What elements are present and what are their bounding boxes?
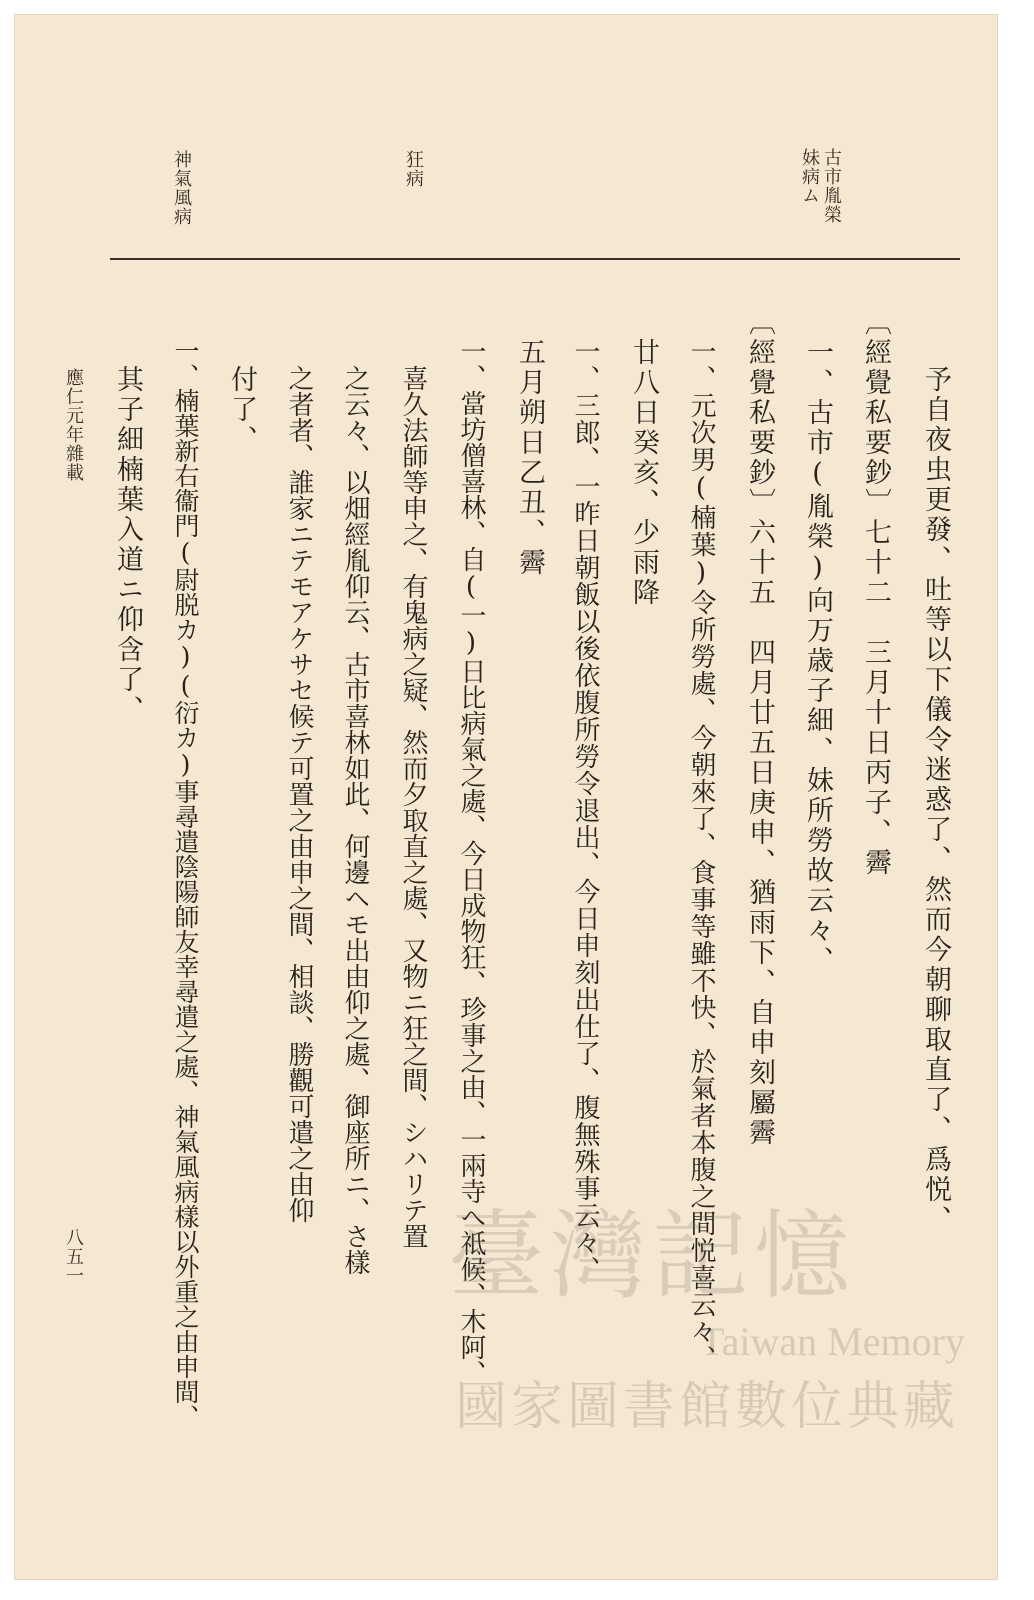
text-column-11: 之云々、以畑經胤仰云、古市喜林如此、何邊ヘモ出由仰之處、御座所ニ、さ樣 (340, 365, 370, 1275)
watermark-subtitle: 國家圖書館數位典藏 (455, 1377, 960, 1437)
text-column-6: 廿八日癸亥、少雨降 (628, 338, 659, 608)
watermark-english: Taiwan Memory (700, 1319, 965, 1364)
watermark-chinese: 臺灣記憶 (448, 1200, 856, 1312)
text-column-8: 五月朔日乙丑、霽 (514, 338, 545, 578)
footer-title: 應仁元年雜載 (63, 368, 84, 482)
text-column-3: 一、古市(胤榮)向万歳子細、妹所勞故云々、 (802, 338, 833, 976)
header-rule (110, 258, 960, 260)
text-column-12: 之者者、誰家ニテモアケサセ候テ可置之由申之間、相談、勝觀可遣之由仰 (284, 365, 314, 1223)
text-column-5: 一、元次男(楠葉)令所勞處、今朝來了、食事等雖不快、於氣者本腹之間悦喜云々、 (686, 338, 716, 1372)
text-column-15: 其子細楠葉入道ニ仰含了、 (112, 365, 143, 725)
header-right-1: 古市胤榮 (821, 148, 842, 224)
header-middle: 狂病 (403, 150, 424, 188)
page-number: 八五一 (63, 1228, 84, 1285)
header-left: 神氣風病 (171, 150, 192, 226)
text-column-9: 一、當坊僧喜林、自(一)日比病氣之處、今日成物狂、珍事之由、一兩寺へ祗候、木阿、 (456, 338, 486, 1386)
text-column-10: 喜久法師等申之、有鬼病之疑、然而夕取直之處、又物ニ狂之間、シハリテ置 (398, 365, 428, 1249)
header-right-2: 妹病ム (799, 148, 820, 205)
text-column-14: 一、楠葉新右衞門(尉脱カ)(衍カ)事尋遣陰陽師友幸尋遣之處、神氣風病樣以外重之由申間、 (171, 338, 200, 1429)
text-column-4: 〔經覺私要鈔〕六十五 四月廿五日庚申、猶雨下、自申刻屬霽 (744, 308, 775, 1148)
text-column-7: 一、三郎、一昨日朝飯以後依腹所勞令退出、今日申刻出仕了、腹無殊事云々、 (570, 338, 600, 1283)
text-column-13: 付了、 (226, 365, 257, 455)
text-column-1: 予自夜虫更發、吐等以下儀令迷惑了、然而今朝聊取直了、爲悦、 (920, 365, 951, 1235)
text-column-2: 〔經覺私要鈔〕七十二 三月十日丙子、霽 (860, 308, 891, 878)
